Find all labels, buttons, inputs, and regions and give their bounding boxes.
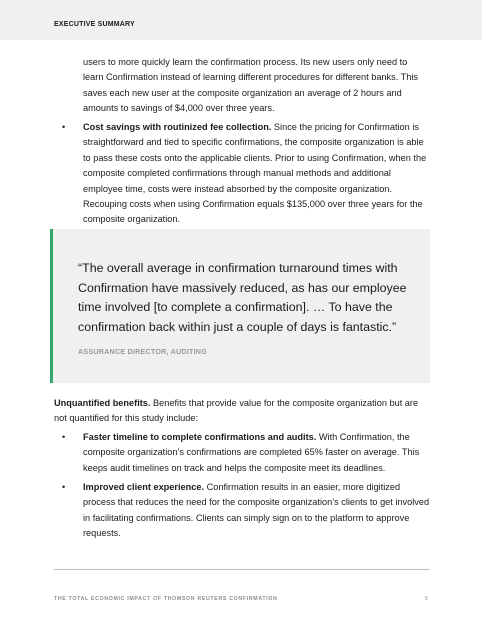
bullet-body: Since the pricing for Confirmation is straightforward and tied to specific confirmations, the composite organization is able to pass these costs onto the applicable clients. Prior to using Confirmation, when the composite completed confirmations through manual methods and additional employee time, costs were instead absorbed by the composite organization. Recouping costs when using Confirmation equals $135,000 over three years for the composite organization.: [83, 122, 427, 225]
unquantified-paragraph: [54, 396, 430, 427]
bullet-text: [83, 120, 430, 228]
bullet-heading: Cost savings with routinized fee collection.: [83, 122, 272, 132]
section-title: EXECUTIVE SUMMARY: [54, 21, 135, 28]
bullet-body: With Confirmation, the composite organization’s confirmations are completed 65% faster on average. This keeps audit timelines on track and helps the composite meet its deadlines.: [83, 432, 420, 473]
bullet-dot: •: [62, 122, 66, 132]
bullet-heading: Faster timeline to complete confirmations and audits.: [83, 432, 317, 442]
quote-text: “The overall average in confirmation turnaround times with Confirmation have massively reduced, as has our employee time involved [to complete a confirmation]. … To have the confirmation back within just a couple of days is fantastic.”: [78, 261, 407, 334]
header-band: [0, 0, 482, 40]
continuation-paragraph: users to more quickly learn the confirmation process. Its new users only need to learn Confirmation instead of learning different procedures for different banks. This saves each new user at the composite organization an average of 2 hours and amounts to savings of $4,000 over three years.: [83, 57, 419, 114]
page-number: 5: [425, 596, 428, 602]
footer-title: THE TOTAL ECONOMIC IMPACT OF THOMSON REUTERS CONFIRMATION: [54, 596, 278, 602]
pull-quote: [50, 229, 430, 383]
bullet-text: [83, 480, 430, 542]
footer-divider: [54, 569, 430, 570]
unquantified-body: Benefits that provide value for the composite organization but are not quantified for this study include:: [54, 398, 419, 424]
unquantified-heading: Unquantified benefits.: [54, 398, 151, 408]
bullet-heading: Improved client experience.: [83, 482, 205, 492]
bullet-dot: •: [62, 432, 66, 442]
bullet-dot: •: [62, 482, 66, 492]
quote-accent-bar: [50, 229, 53, 383]
bullet-text: [83, 430, 430, 476]
bullet-body: Confirmation results in an easier, more digitized process that reduces the need for the composite organization’s clients to get involved in facilitating confirmations. Clients can simply sign on to the platform to approve requests.: [83, 482, 430, 539]
quote-attribution: ASSURANCE DIRECTOR, AUDITING: [78, 347, 207, 356]
